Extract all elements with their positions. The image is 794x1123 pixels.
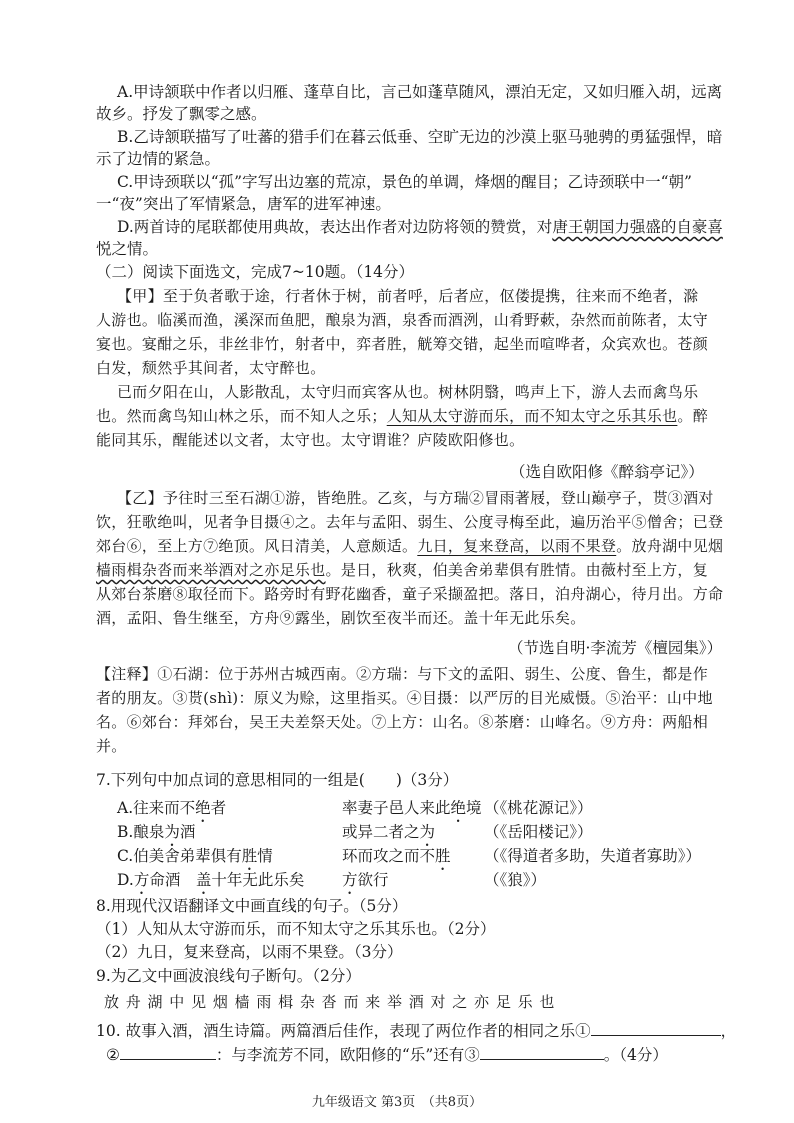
passage-yi-line6: 酒，孟阳、鲁生继至，方舟⑨露坐，剧饮至夜半而还。盖十年无此乐矣。 [96,609,586,627]
q7-option-d-source: （《狼》） [484,871,547,889]
passage-yi-line5: 从郊台茶磨⑧取径而下。路旁时有野花幽香，童子采撷盈把。落日，泊舟湖心，待月出。方命 [96,585,724,603]
wavy-underlined-sentence: 樯雨楫杂沓而来举酒对之亦足乐也 [96,561,326,579]
underlined-sentence-1: 人知从太守游而乐，而不知太守之乐其乐也 [386,407,678,425]
section-2-header: （二）阅读下面选文，完成7~10题。（14分） [96,263,415,281]
notes-line4: 并。 [96,737,127,755]
passage-yi-line3: 郊台⑥，至上方⑦绝顶。风日清美，人意颇适。九日，复来登高，以雨不果登。放舟湖中见烟 [96,537,724,555]
q7-option-c-source: （《得道者多助，失道者寡助》） [484,847,702,865]
option-d-line1: D.两首诗的尾联都使用典故，表达出作者对边防将领的赞赏，对唐王朝国力强盛的自豪喜 [117,218,723,236]
passage-jia-line7: 能同其乐，醒能述以文者，太守也。太守谓谁？庐陵欧阳修也。 [96,431,525,449]
q7-option-a-left: A.往来而不绝者 [117,799,227,817]
passage-yi-line4: 樯雨楫杂沓而来举酒对之亦足乐也。是日，秋爽，伯美舍弟辈俱有胜情。由薇村至上方，复 [96,561,709,579]
page-footer: 九年级语文 第3页 （共8页） [311,1095,483,1110]
option-a-line2: 故乡。抒发了飘零之感。 [96,105,267,123]
option-a-line1: A.甲诗颔联中作者以归雁、蓬草自比，言己如蓬草随风，漂泊无定，又如归雁入胡，远离 [117,83,723,101]
q9-sentence: 放 舟 湖 中 见 烟 樯 雨 楫 杂 沓 而 来 举 酒 对 之 亦 足 乐 也 [104,993,556,1011]
q7-option-b-source: （《岳阳楼记》） [484,823,593,841]
answer-blank-3[interactable] [480,1043,604,1060]
handwritten-wavy-mark: 唐王朝国力强盛的自豪喜 [552,218,723,236]
q7-option-d-left: D.方命酒 盖十年无此乐矣 [117,871,305,889]
q8-stem: 8.用现代汉语翻译文中画直线的句子。（5分） [96,897,408,915]
q10-line1: 10. 故事入酒，酒生诗篇。两篇酒后佳作，表现了两位作者的相同之乐① ， [96,1019,736,1041]
answer-blank-2[interactable] [120,1043,216,1060]
passage-jia-line1: 【甲】至于负者歌于途，行者休于树，前者呼，后者应，伛偻提携，往来而不绝者，滁 [117,287,699,305]
q8-sub-2: （2）九日，复来登高，以雨不果登。（3分） [96,943,403,961]
q7-option-b-left: B.酿泉为酒 [117,823,196,841]
q7-stem: 7.下列句中加点词的意思相同的一组是( )（3分） [96,771,459,789]
q7-option-a-right: 率妻子邑人来此绝境 [342,799,482,817]
notes-line3: 名。⑥郊台：拜郊台，吴王夫差祭天处。⑦上方：山名。⑧茶磨：山峰名。⑨方舟：两船相 [96,713,709,731]
q7-option-a-source: （《桃花源记》） [484,799,593,817]
underlined-sentence-2: 九日，复来登高，以雨不果登 [417,537,617,555]
passage-jia-line5: 已而夕阳在山，人影散乱，太守归而宾客从也。树林阴翳，鸣声上下，游人去而禽鸟乐 [117,383,699,401]
option-b-line1: B.乙诗颔联描写了吐蕃的猎手们在暮云低垂、空旷无边的沙漠上驱马驰骋的勇猛强悍，暗 [117,128,723,146]
option-c-line1: C.甲诗颈联以“孤”字写出边塞的荒凉，景色的单调，烽烟的醒目；乙诗颈联中一“朝” [117,173,692,191]
notes-line1: 【注释】①石湖：位于苏州古城西南。②方瑞：与下文的孟阳、弱生、公度、鲁生，都是作 [96,665,709,683]
passage-yi-line2: 饮，狂歌绝叫，见者争目摄④之。去年与孟阳、弱生、公度寻梅至此，遍历治平⑤僧舍；已登 [96,513,724,531]
q7-option-b-right: 或异二者之为 [342,823,436,841]
passage-jia-line2: 人游也。临溪而渔，溪深而鱼肥，酿泉为酒，泉香而酒洌，山肴野蔌，杂然而前陈者，太守 [96,311,709,329]
answer-blank-1[interactable] [591,1019,721,1036]
option-b-line2: 示了边情的紧急。 [96,150,221,168]
passage-jia-line4: 白发，颓然乎其间者，太守醉也。 [96,359,326,377]
q8-sub-1: （1）人知从太守游而乐，而不知太守之乐其乐也。（2分） [96,920,496,938]
notes-line2: 者的朋友。③贳(shì)：原义为赊，这里指买。④目摄：以严厉的目光威慑。⑤治平：山中地 [96,689,713,707]
q10-line2: ② ：与李流芳不同，欧阳修的“乐”还有③ 。（4分） [106,1043,668,1065]
q7-option-c-right: 环而攻之而不胜 [342,847,451,865]
passage-yi-line1: 【乙】予往时三至石湖①游，皆绝胜。乙亥，与方瑞②冒雨著屐，登山巅亭子，贳③酒对 [117,489,714,507]
passage-jia-line6: 也。然而禽鸟知山林之乐，而不知人之乐；人知从太守游而乐，而不知太守之乐其乐也。醉 [96,407,709,425]
passage-jia-line3: 宴也。宴酣之乐，非丝非竹，射者中，弈者胜，觥筹交错，起坐而喧哗者，众宾欢也。苍颜 [96,335,709,353]
q7-option-c-left: C.伯美舍弟辈俱有胜情 [117,847,273,865]
option-d-line2: 悦之情。 [96,240,159,258]
q7-option-d-right: 方欲行 [342,871,389,889]
passage-jia-source: （选自欧阳修《醉翁亭记》） [510,463,704,481]
option-c-line2: 一“夜”突出了军情紧急，唐军的进军神速。 [96,195,391,213]
q9-stem: 9.为乙文中画波浪线句子断句。（2分） [96,967,361,985]
passage-yi-source: （节选自明·李流芳《檀园集》） [508,639,723,657]
